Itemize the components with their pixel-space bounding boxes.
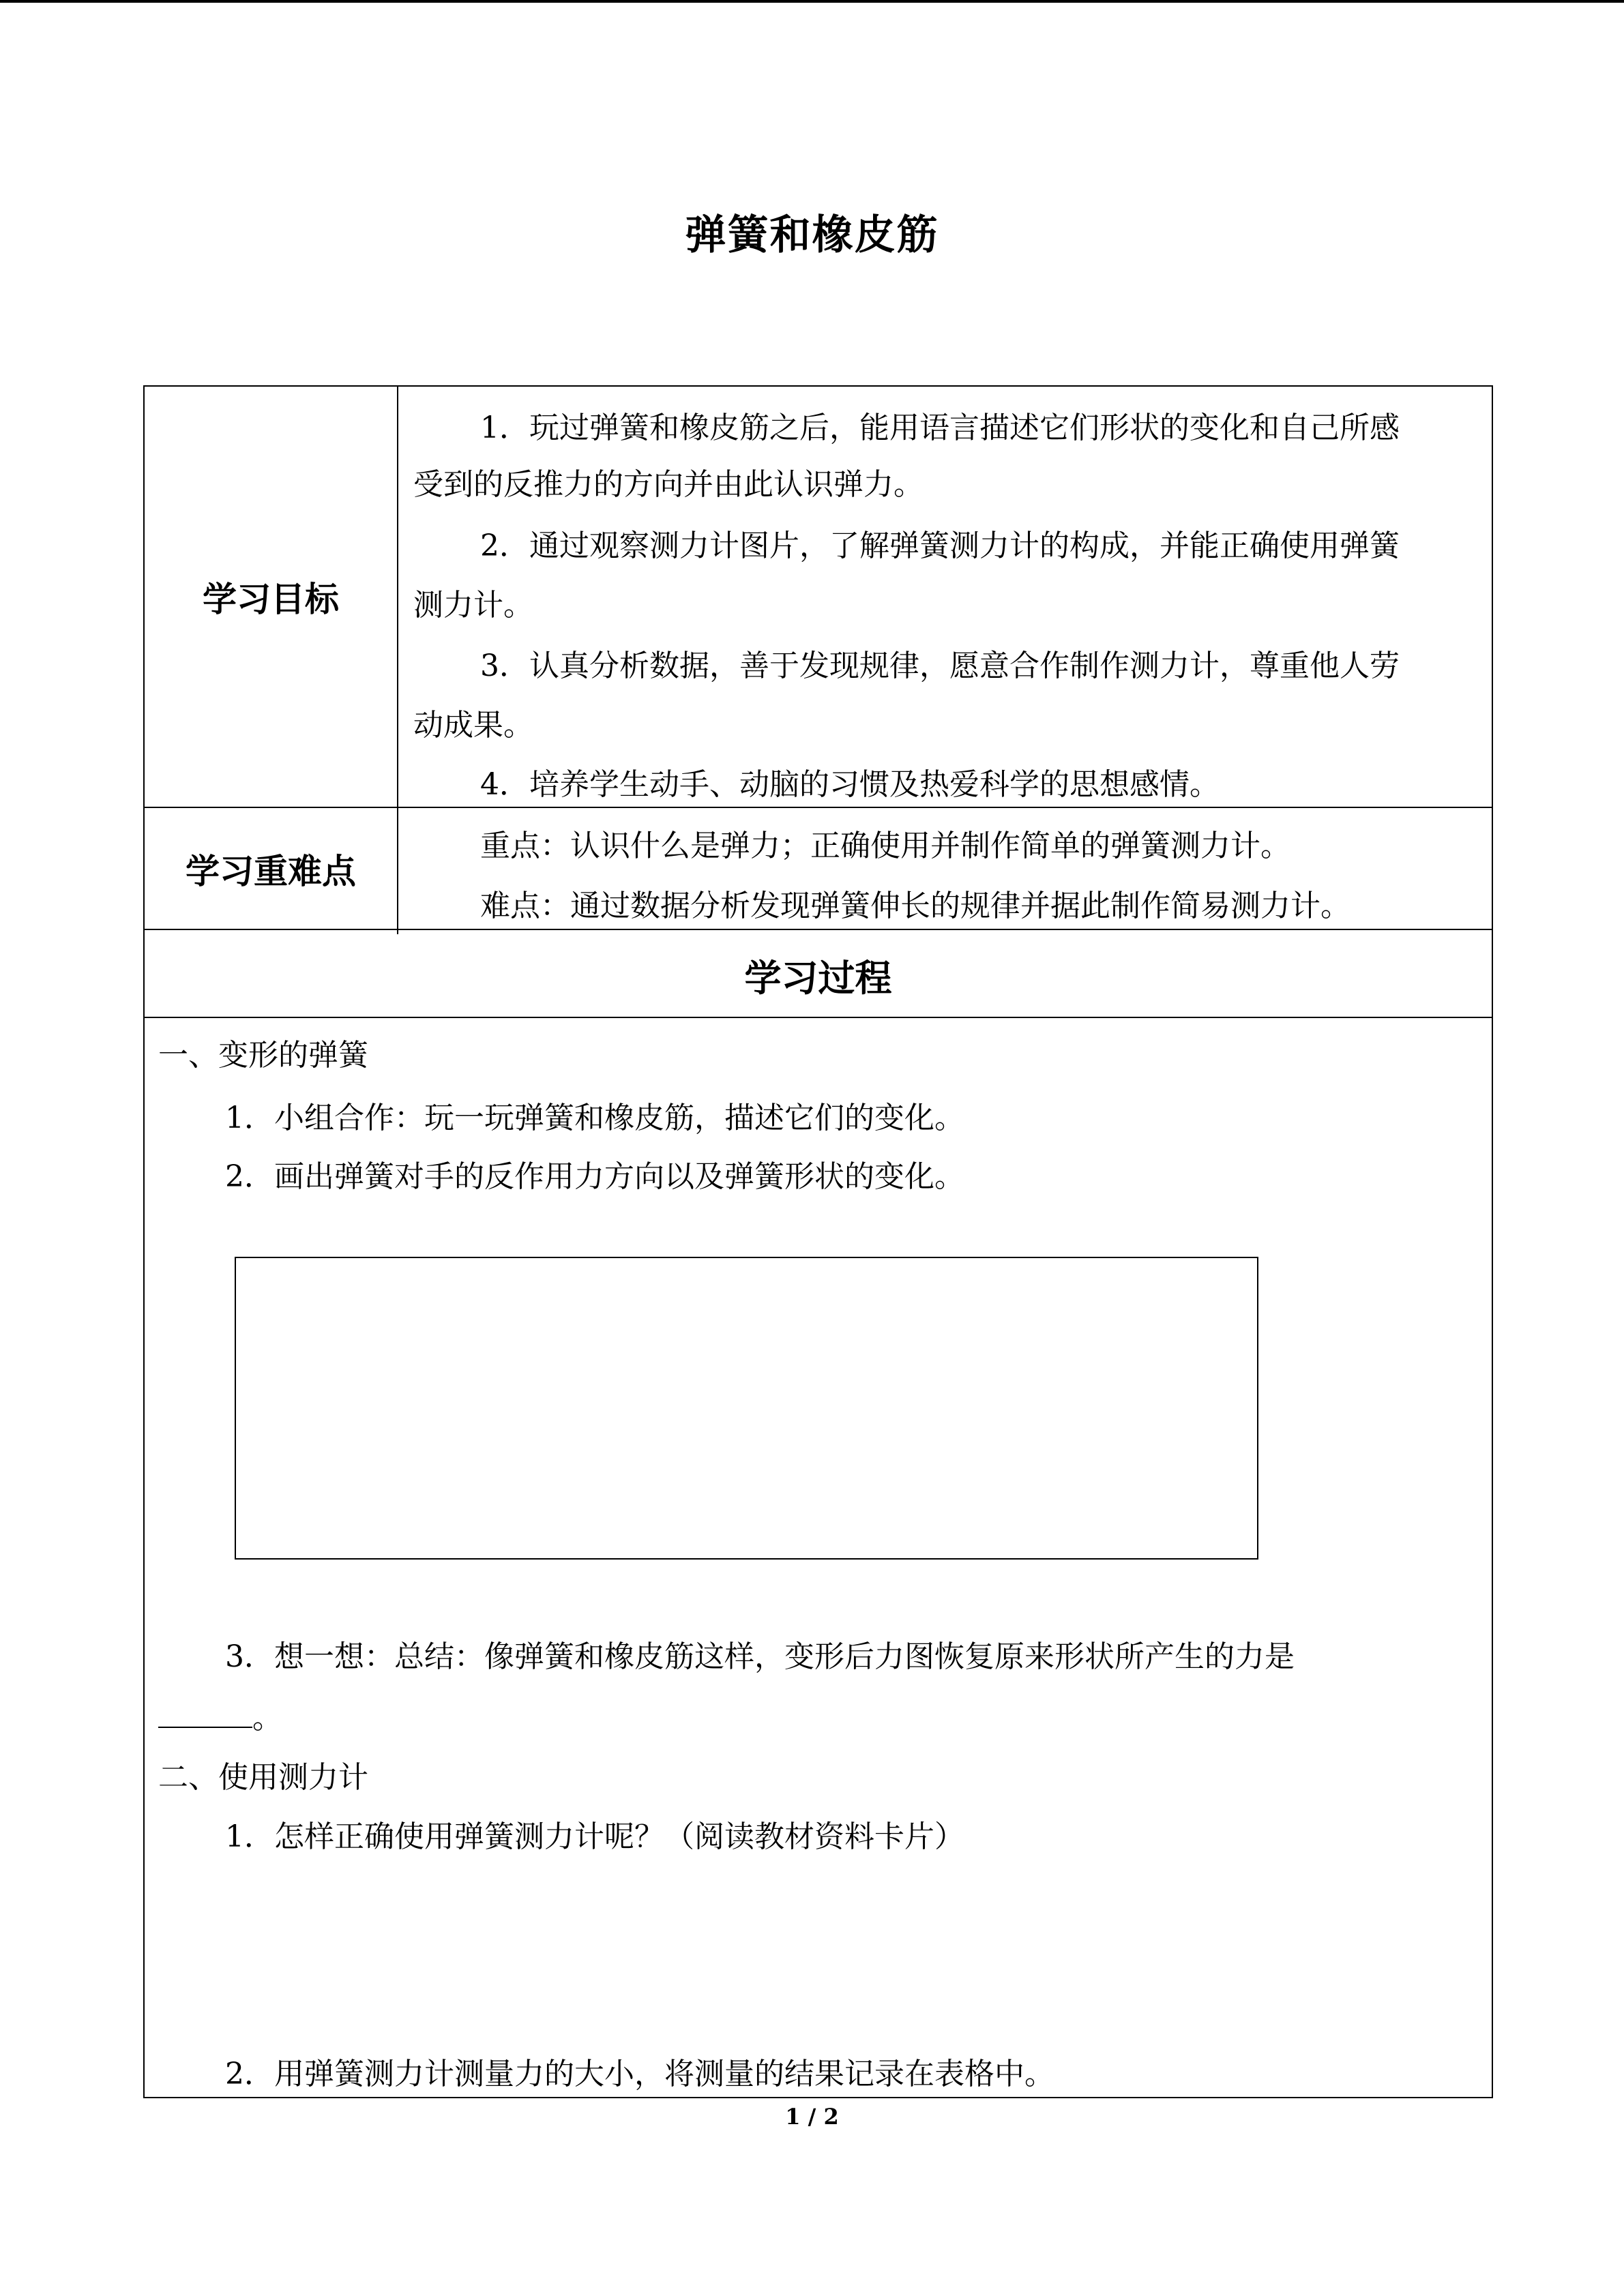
part1-step3: 3．想一想：总结：像弹簧和橡皮筋这样，变形后力图恢复原来形状所产生的力是 xyxy=(225,1639,1295,1674)
keypoints-label: 学习重难点 xyxy=(186,851,356,891)
objective-3-line1: 3．认真分析数据，善于发现规律，愿意合作制作测力计，尊重他人劳 xyxy=(480,648,1400,683)
objective-1-line2: 受到的反推力的方向并由此认识弹力。 xyxy=(413,467,924,502)
key-point: 重点：认识什么是弹力；正确使用并制作简单的弹簧测力计。 xyxy=(480,829,1290,863)
part1-step3-blank-line xyxy=(158,1698,282,1739)
page-number: 1 / 2 xyxy=(785,2104,839,2130)
process-heading: 学习过程 xyxy=(744,956,892,1000)
drawing-answer-box[interactable] xyxy=(235,1257,1258,1560)
top-border-rule xyxy=(0,0,1624,3)
objective-3-line2: 动成果。 xyxy=(413,708,533,743)
part2-step1: 1．怎样正确使用弹簧测力计呢？（阅读教材资料卡片） xyxy=(225,1819,964,1854)
part1-step1: 1．小组合作：玩一玩弹簧和橡皮筋，描述它们的变化。 xyxy=(225,1101,964,1135)
label-column-divider xyxy=(397,385,398,934)
objective-2-line2: 测力计。 xyxy=(413,588,533,623)
fill-in-blank[interactable] xyxy=(158,1699,252,1728)
objectives-label: 学习目标 xyxy=(203,580,339,619)
objective-1-line1: 1．玩过弹簧和橡皮筋之后，能用语言描述它们形状的变化和自己所感 xyxy=(480,411,1400,445)
document-title: 弹簧和橡皮筋 xyxy=(685,211,939,259)
part1-step2: 2．画出弹簧对手的反作用力方向以及弹簧形状的变化。 xyxy=(225,1159,964,1194)
row-divider-process-heading xyxy=(143,1017,1493,1018)
part2-step2: 2．用弹簧测力计测量力的大小，将测量的结果记录在表格中。 xyxy=(225,2057,1054,2091)
objective-2-line1: 2．通过观察测力计图片，了解弹簧测力计的构成，并能正确使用弹簧 xyxy=(480,528,1400,563)
objective-4: 4．培养学生动手、动脑的习惯及热爱科学的思想感情。 xyxy=(480,767,1220,802)
row-divider-keypoints xyxy=(143,929,1493,930)
part2-title: 二、使用测力计 xyxy=(158,1760,368,1795)
part1-title: 一、变形的弹簧 xyxy=(158,1038,368,1073)
difficult-point: 难点：通过数据分析发现弹簧伸长的规律并据此制作简易测力计。 xyxy=(480,889,1350,923)
part1-step3-end: 。 xyxy=(252,1701,282,1735)
